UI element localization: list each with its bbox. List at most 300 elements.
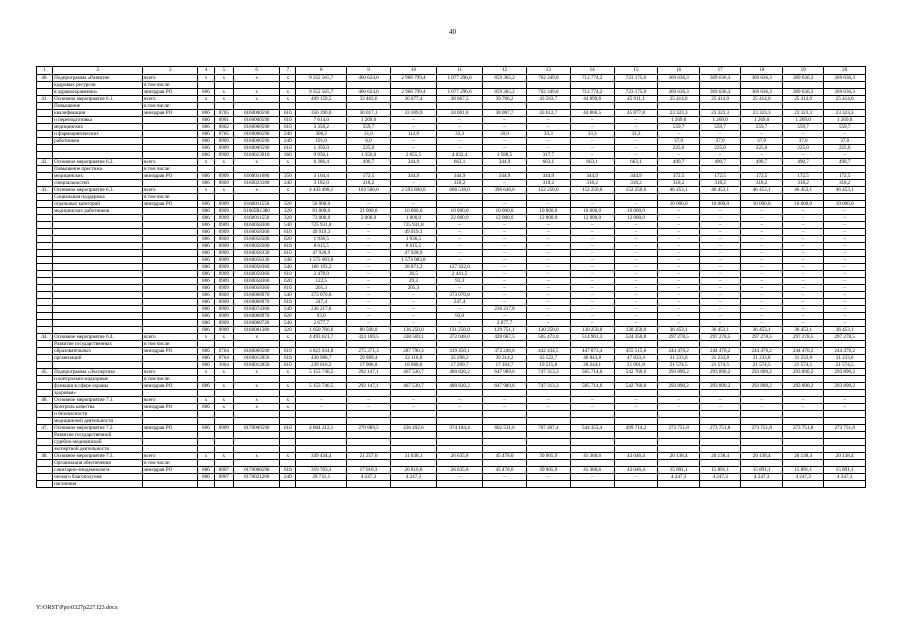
table-cell: –	[483, 180, 527, 187]
table-cell: –	[483, 124, 527, 131]
executor: всего	[143, 96, 198, 103]
table-cell: 610	[280, 250, 296, 257]
table-cell	[390, 418, 436, 425]
table-cell: –	[741, 271, 783, 278]
table-cell: 293 890,2	[699, 383, 741, 390]
table-cell: –	[526, 117, 570, 124]
table-cell: 25 414,0	[782, 96, 824, 103]
table-cell: –	[741, 306, 783, 313]
table-cell: 5 153 746,5	[296, 369, 347, 376]
executor: всего	[143, 397, 198, 404]
table-cell: 152 250,0	[526, 187, 570, 194]
column-number: 18	[741, 67, 783, 75]
table-cell: 490,7	[741, 159, 783, 166]
table-cell: –	[782, 285, 824, 292]
table-cell: –	[782, 152, 824, 159]
table-cell: –	[526, 292, 570, 299]
table-cell	[824, 194, 866, 201]
row-number	[37, 320, 53, 327]
table-cell	[347, 82, 391, 89]
table-cell: –	[658, 313, 700, 320]
table-cell: 46 453,1	[741, 187, 783, 194]
table-cell: 559,7	[699, 124, 741, 131]
table-cell	[234, 376, 280, 383]
table-cell: –	[824, 229, 866, 236]
table-cell: 21 574,5	[658, 362, 700, 369]
table-cell: 559,7	[347, 124, 391, 131]
table-cell: –	[699, 152, 741, 159]
header-row	[37, 67, 866, 75]
table-cell: х	[214, 383, 234, 390]
table-cell: –	[390, 117, 436, 124]
table-cell	[570, 103, 614, 110]
row-number	[37, 411, 53, 418]
table-cell: 10 000,0	[824, 201, 866, 208]
table-cell: х	[280, 404, 296, 411]
executor	[143, 320, 198, 327]
table-cell: –	[483, 271, 527, 278]
table-cell: –	[526, 278, 570, 285]
table-cell: –	[824, 257, 866, 264]
table-cell: 0160058360	[234, 264, 280, 271]
table-cell: 3 104,4	[296, 173, 347, 180]
table-cell: –	[782, 397, 824, 404]
table-cell: –	[570, 124, 614, 131]
table-cell: 0909	[214, 243, 234, 250]
table-cell: 49 919,3	[390, 229, 436, 236]
table-row	[37, 369, 866, 376]
table-cell: 15 891,1	[782, 467, 824, 474]
table-cell	[526, 82, 570, 89]
table-cell: 0160000590	[234, 124, 280, 131]
table-cell: –	[658, 229, 700, 236]
table-cell: 152 250,0	[614, 187, 658, 194]
table-cell: 620	[280, 236, 296, 243]
table-cell: –	[526, 299, 570, 306]
table-cell: –	[526, 229, 570, 236]
table-cell: 0909	[214, 264, 234, 271]
table-row	[37, 75, 866, 82]
table-cell: 46 453,1	[782, 187, 824, 194]
table-cell: х	[214, 96, 234, 103]
table-cell: 318,2	[658, 180, 700, 187]
row-number: 42.	[37, 159, 53, 166]
table-cell: 93,0	[437, 313, 483, 320]
table-cell: –	[824, 236, 866, 243]
item-name: и переподготовка	[53, 117, 143, 124]
item-name: Социальная поддержка	[53, 194, 143, 201]
table-cell	[214, 376, 234, 383]
table-cell	[483, 446, 527, 453]
executor	[143, 418, 198, 425]
table-cell: –	[526, 222, 570, 229]
table-cell: –	[741, 397, 783, 404]
table-cell: 4 247,3	[658, 474, 700, 481]
table-cell: 663,1	[526, 159, 570, 166]
table-cell	[658, 390, 700, 397]
table-cell	[214, 432, 234, 439]
table-cell: 436 492,6	[390, 425, 436, 432]
table-cell: –	[614, 250, 658, 257]
table-cell	[198, 418, 214, 425]
table-cell	[390, 103, 436, 110]
table-cell: 369 636,3	[824, 75, 866, 82]
table-cell	[782, 432, 824, 439]
table-cell: 17 104,7	[483, 362, 527, 369]
table-cell: 205,3	[390, 285, 436, 292]
table-cell: 806	[198, 383, 214, 390]
table-cell: 31 233,8	[741, 355, 783, 362]
table-row	[37, 334, 866, 341]
item-name: Основное мероприятие 6.1.	[53, 96, 143, 103]
table-cell: –	[526, 138, 570, 145]
table-cell	[824, 166, 866, 173]
table-cell: 10 000,0	[526, 208, 570, 215]
table-cell	[526, 439, 570, 446]
table-cell: –	[824, 215, 866, 222]
item-name: Основное мероприятие 7.1.	[53, 397, 143, 404]
table-cell: 369 636,3	[699, 89, 741, 96]
table-cell	[483, 103, 527, 110]
executor	[143, 131, 198, 138]
table-cell: 0909	[214, 320, 234, 327]
executor	[143, 208, 198, 215]
table-cell: 806	[198, 355, 214, 362]
table-cell: –	[741, 264, 783, 271]
row-number	[37, 271, 53, 278]
table-cell: 10 000,0	[614, 208, 658, 215]
executor	[143, 145, 198, 152]
table-cell	[526, 460, 570, 467]
table-cell: –	[570, 201, 614, 208]
table-cell: 273 751,8	[782, 425, 824, 432]
table-cell: 244 470,2	[782, 348, 824, 355]
table-cell: 1 936,5	[296, 236, 347, 243]
item-name	[53, 145, 143, 152]
table-cell	[280, 166, 296, 173]
table-cell: 152 250,0	[570, 187, 614, 194]
table-cell: –	[614, 306, 658, 313]
table-cell: 0160058330	[234, 250, 280, 257]
table-cell: 244 470,2	[741, 348, 783, 355]
table-cell: 273 751,8	[741, 425, 783, 432]
row-number	[37, 117, 53, 124]
table-cell	[347, 460, 391, 467]
executor	[143, 180, 198, 187]
table-cell: 33,3	[614, 131, 658, 138]
table-cell	[614, 390, 658, 397]
table-cell: 130 250,0	[570, 327, 614, 334]
table-cell: 30,0	[483, 131, 527, 138]
item-name	[53, 306, 143, 313]
table-cell: –	[699, 285, 741, 292]
table-cell: 806	[198, 89, 214, 96]
table-cell: 244 470,2	[658, 348, 700, 355]
table-cell: 373 070,8	[296, 292, 347, 299]
table-cell: 38 067,5	[437, 96, 483, 103]
row-number	[37, 208, 53, 215]
table-cell: –	[347, 292, 391, 299]
table-cell	[198, 481, 214, 488]
table-cell	[614, 103, 658, 110]
table-cell: –	[483, 222, 527, 229]
table-cell: –	[347, 404, 391, 411]
row-number	[37, 355, 53, 362]
table-cell: 10 000,0	[658, 201, 700, 208]
table-cell: –	[390, 404, 436, 411]
table-cell: 37,0	[741, 138, 783, 145]
table-cell: –	[824, 152, 866, 159]
table-cell	[824, 82, 866, 89]
table-cell: 806	[198, 250, 214, 257]
table-cell: 4 032,4	[437, 152, 483, 159]
table-row	[37, 355, 866, 362]
table-cell: 292 147,1	[347, 383, 391, 390]
table-row	[37, 383, 866, 390]
table-cell: –	[824, 243, 866, 250]
row-number	[37, 82, 53, 89]
item-name: здоровья»	[53, 390, 143, 397]
table-cell: 37,0	[658, 138, 700, 145]
row-number	[37, 152, 53, 159]
table-cell: 559,7	[741, 124, 783, 131]
row-number	[37, 467, 53, 474]
budget-table	[36, 66, 866, 488]
table-cell: 1 000,0	[390, 215, 436, 222]
item-name	[53, 229, 143, 236]
table-cell	[280, 432, 296, 439]
page-number: 40	[449, 28, 456, 36]
table-cell: –	[390, 299, 436, 306]
row-number	[37, 110, 53, 117]
table-row	[37, 138, 866, 145]
table-cell: –	[824, 299, 866, 306]
executor: минздрав РО	[143, 383, 198, 390]
table-cell	[214, 418, 234, 425]
table-cell: 2 677,7	[483, 320, 527, 327]
row-number	[37, 285, 53, 292]
table-cell: 21 574,5	[824, 362, 866, 369]
table-cell	[214, 481, 234, 488]
table-cell	[280, 82, 296, 89]
table-row	[37, 411, 866, 418]
table-cell: 725 931,8	[296, 222, 347, 229]
table-cell: х	[198, 96, 214, 103]
table-cell: 4 443 498,1	[296, 187, 347, 194]
row-number	[37, 131, 53, 138]
table-cell	[234, 341, 280, 348]
table-cell: 293 890,2	[782, 369, 824, 376]
table-cell	[824, 390, 866, 397]
table-cell	[214, 341, 234, 348]
table-cell	[483, 460, 527, 467]
column-number: 12	[483, 67, 527, 75]
table-cell	[296, 481, 347, 488]
table-row	[37, 194, 866, 201]
table-cell	[526, 103, 570, 110]
table-cell: –	[699, 292, 741, 299]
table-row	[37, 292, 866, 299]
table-cell: х	[234, 96, 280, 103]
table-cell: –	[570, 250, 614, 257]
table-cell	[280, 194, 296, 201]
table-cell: 2 655,5	[390, 152, 436, 159]
table-cell: –	[437, 117, 483, 124]
table-cell: –	[483, 201, 527, 208]
item-name: работников	[53, 138, 143, 145]
table-cell	[437, 439, 483, 446]
table-cell: 460 624,0	[347, 75, 391, 82]
table-cell	[699, 390, 741, 397]
table-cell: –	[614, 152, 658, 159]
table-cell	[234, 446, 280, 453]
table-cell: 514 961,3	[570, 334, 614, 341]
item-name: Развитие государственных	[53, 341, 143, 348]
table-cell: 0705	[214, 131, 234, 138]
table-cell: 499 714,2	[614, 425, 658, 432]
table-cell	[347, 341, 391, 348]
table-cell	[526, 166, 570, 173]
table-cell	[782, 418, 824, 425]
table-cell: 585 714,0	[570, 369, 614, 376]
table-cell: 0160000590	[234, 131, 280, 138]
table-cell	[741, 481, 783, 488]
table-row	[37, 257, 866, 264]
table-cell: 37,0	[782, 138, 824, 145]
table-cell: 620	[280, 313, 296, 320]
table-cell: –	[390, 397, 436, 404]
item-name	[53, 278, 143, 285]
table-cell: –	[390, 138, 436, 145]
table-cell: 806	[198, 180, 214, 187]
table-cell: 30 017,1	[347, 110, 391, 117]
table-cell: 38 871,2	[390, 264, 436, 271]
table-cell: –	[614, 222, 658, 229]
table-cell: 409 159,5	[296, 96, 347, 103]
table-cell: –	[570, 306, 614, 313]
table-cell: 44 866,5	[570, 110, 614, 117]
table-cell: 0901	[214, 117, 234, 124]
table-cell: 225,0	[699, 145, 741, 152]
executor: всего	[143, 369, 198, 376]
table-cell	[570, 460, 614, 467]
row-number: 44.	[37, 334, 53, 341]
table-cell	[390, 439, 436, 446]
table-cell: 130 250,0	[614, 327, 658, 334]
table-cell: 36 453,1	[699, 327, 741, 334]
table-cell	[437, 390, 483, 397]
table-cell: 44 899,8	[570, 96, 614, 103]
table-cell: –	[824, 292, 866, 299]
table-cell: х	[234, 159, 280, 166]
table-cell	[214, 446, 234, 453]
table-cell: –	[699, 208, 741, 215]
executor	[143, 215, 198, 222]
table-cell: 0160068970	[234, 313, 280, 320]
table-cell: 33 463,6	[347, 96, 391, 103]
table-cell	[526, 446, 570, 453]
executor	[143, 362, 198, 369]
table-cell: 43 522,7	[526, 355, 570, 362]
table-cell: 0907	[214, 474, 234, 481]
table-cell	[658, 341, 700, 348]
table-cell: 23 323,3	[699, 110, 741, 117]
table-cell: 103 500,0	[347, 187, 391, 194]
table-cell: –	[782, 306, 824, 313]
item-name: отдельных категорий	[53, 201, 143, 208]
table-cell	[437, 418, 483, 425]
table-cell: 610	[280, 362, 296, 369]
table-cell: –	[570, 117, 614, 124]
executor	[143, 411, 198, 418]
table-cell: 540	[280, 320, 296, 327]
table-cell: 806	[198, 292, 214, 299]
table-cell: 540	[280, 264, 296, 271]
table-cell: –	[824, 264, 866, 271]
row-number	[37, 404, 53, 411]
table-cell	[214, 194, 234, 201]
table-cell: 306,2	[296, 131, 347, 138]
table-cell: 559,7	[782, 124, 824, 131]
row-number	[37, 299, 53, 306]
table-cell: –	[699, 299, 741, 306]
table-cell: 4 247,3	[347, 474, 391, 481]
table-cell: 447 873,4	[570, 348, 614, 355]
table-cell: 0160000590	[234, 145, 280, 152]
item-name: Подпрограмма «Экспертиза	[53, 369, 143, 376]
item-name	[53, 250, 143, 257]
table-cell	[741, 103, 783, 110]
column-number: 3	[143, 67, 198, 75]
file-path-footer: Y:\ORST\Ppo\0327p227.f23.docx	[36, 605, 118, 611]
table-cell: –	[526, 320, 570, 327]
table-cell: 1 050 766,6	[296, 327, 347, 334]
item-name	[53, 320, 143, 327]
table-cell: –	[658, 278, 700, 285]
table-cell	[741, 82, 783, 89]
table-cell: –	[347, 397, 391, 404]
table-cell: –	[483, 243, 527, 250]
table-cell: 338 569,1	[390, 334, 436, 341]
table-cell	[658, 460, 700, 467]
row-number	[37, 243, 53, 250]
table-cell: –	[699, 271, 741, 278]
executor	[143, 432, 198, 439]
row-number	[37, 103, 53, 110]
table-cell: х	[280, 334, 296, 341]
table-cell	[390, 481, 436, 488]
table-cell: 350	[280, 173, 296, 180]
table-cell: –	[390, 145, 436, 152]
table-cell: 490,7	[658, 159, 700, 166]
table-cell: 372 246,6	[483, 348, 527, 355]
table-cell: х	[280, 187, 296, 194]
table-cell: 45 877,8	[614, 110, 658, 117]
table-cell: 723 175,0	[614, 89, 658, 96]
table-cell: 0909	[214, 313, 234, 320]
table-cell: 442 434,5	[526, 348, 570, 355]
table-cell: –	[390, 124, 436, 131]
table-cell: 12 000,0	[614, 215, 658, 222]
table-cell: х	[214, 75, 234, 82]
table-cell: –	[526, 201, 570, 208]
table-cell: –	[570, 299, 614, 306]
table-cell	[390, 411, 436, 418]
table-cell: 112,0	[390, 131, 436, 138]
row-number	[37, 201, 53, 208]
table-cell: –	[782, 264, 824, 271]
table-cell	[570, 411, 614, 418]
